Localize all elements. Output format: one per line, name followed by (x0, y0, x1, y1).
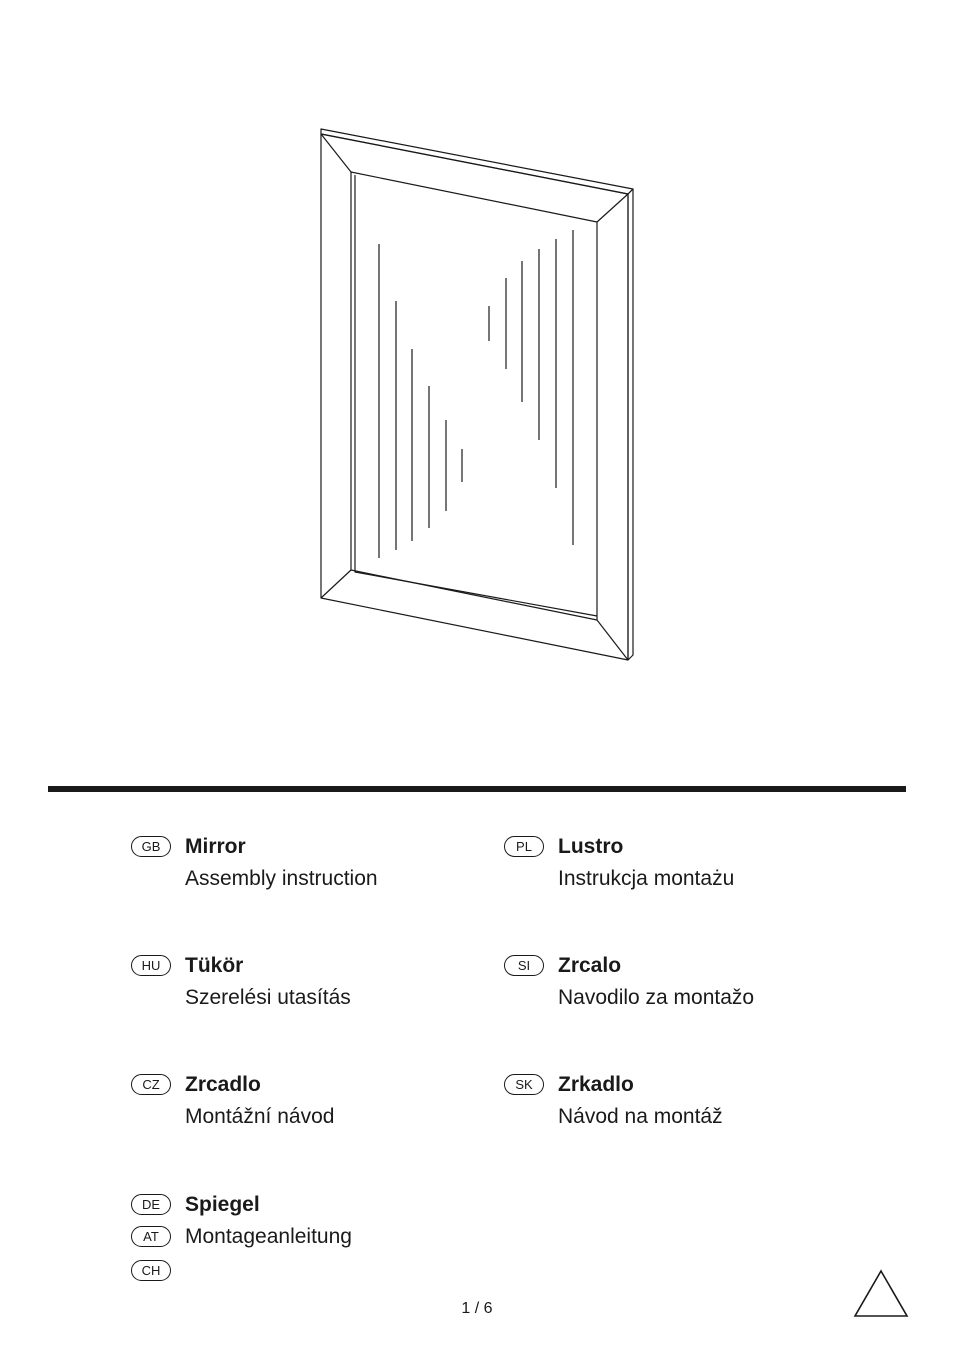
language-entry-hu (131, 951, 351, 1008)
language-entry-de-at-ch (131, 1190, 352, 1284)
product-title: Lustro (558, 834, 624, 858)
product-subtitle: Instrukcja montażu (558, 867, 735, 890)
section-divider (48, 786, 906, 792)
country-badge: GB (131, 836, 171, 857)
language-entry-cz (131, 1070, 334, 1127)
country-badge: CH (131, 1260, 171, 1281)
country-badge: SI (504, 955, 544, 976)
country-badge: HU (131, 955, 171, 976)
language-entry-si (504, 951, 754, 1008)
language-entry-gb (131, 832, 378, 889)
country-badge: CZ (131, 1074, 171, 1095)
product-subtitle: Návod na montáž (558, 1105, 723, 1128)
country-badge: PL (504, 836, 544, 857)
product-subtitle: Montageanleitung (185, 1224, 352, 1248)
product-title: Zrcalo (558, 953, 622, 977)
product-title: Zrcadlo (185, 1072, 261, 1096)
product-subtitle: Navodilo za montažo (558, 986, 755, 1009)
product-subtitle: Montážní návod (185, 1105, 335, 1128)
product-subtitle: Assembly instruction (185, 867, 378, 890)
country-badge: DE (131, 1194, 171, 1215)
product-title: Zrkadlo (558, 1072, 634, 1096)
page-number: 1 / 6 (461, 1300, 493, 1317)
product-title: Tükör (185, 953, 244, 977)
country-badge: SK (504, 1074, 544, 1095)
language-entry-sk (504, 1070, 723, 1127)
language-entry-pl (504, 832, 734, 889)
product-subtitle: Szerelési utasítás (185, 986, 351, 1009)
triangle-icon (852, 1268, 910, 1320)
product-title: Spiegel (185, 1192, 260, 1216)
country-badge: AT (131, 1226, 171, 1247)
product-title: Mirror (185, 834, 246, 858)
